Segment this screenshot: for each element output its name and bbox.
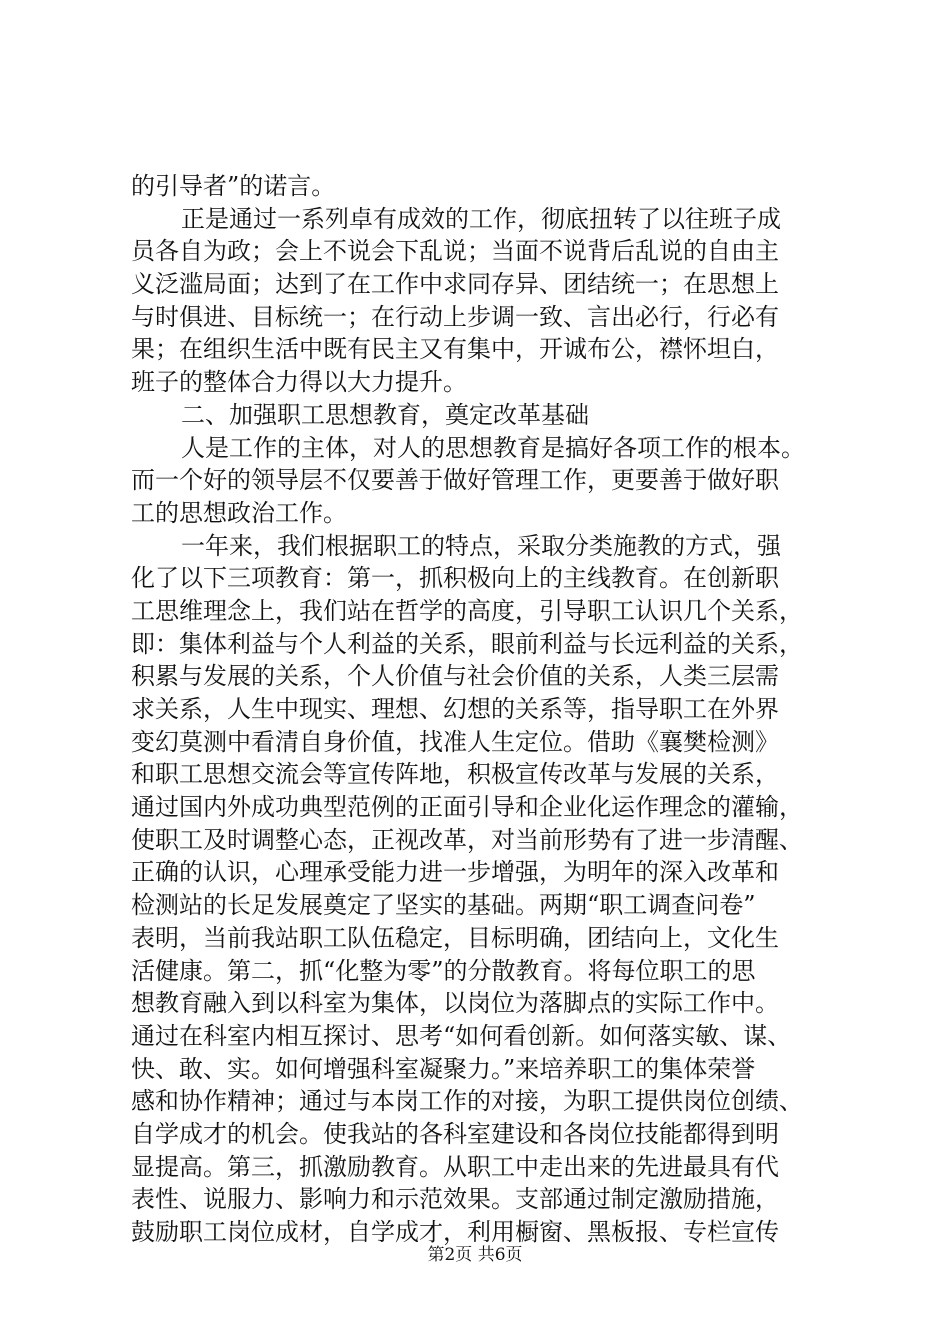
text-line: 工思维理念上，我们站在哲学的高度，引导职工认识几个关系， [131, 596, 803, 625]
text-line: 检测站的长足发展奠定了坚实的基础。两期“职工调查问卷” [131, 891, 756, 920]
page-number: 第2页 共6页 [427, 1245, 523, 1265]
text-line: 积累与发展的关系，个人价值与社会价值的关系，人类三层需 [131, 662, 779, 691]
text-line: 与时俱进、目标统一；在行动上步调一致、言出必行，行必有 [131, 302, 779, 331]
text-line: 的引导者”的诺言。 [131, 172, 336, 200]
text-line: 感和协作精神；通过与本岗工作的对接，为职工提供岗位创绩、 [131, 1087, 803, 1116]
text-line: 通过在科室内相互探讨、思考“如何看创新。如何落实敏、谋、 [131, 1021, 792, 1050]
paragraph-start-line: 一年来，我们根据职工的特点，采取分类施教的方式，强 [181, 531, 781, 560]
section-heading: 二、加强职工思想教育，奠定改革基础 [181, 400, 589, 429]
text-line: 果；在组织生活中既有民主又有集中，开诚布公，襟怀坦白， [131, 335, 779, 364]
text-line: 员各自为政；会上不说会下乱说；当面不说背后乱说的自由主 [131, 237, 779, 266]
text-line: 活健康。第二，抓“化整为零”的分散教育。将每位职工的思 [131, 956, 756, 985]
paragraph-start-line: 正是通过一系列卓有成效的工作，彻底扭转了以往班子成 [181, 204, 781, 233]
text-line: 鼓励职工岗位成材，自学成才，利用橱窗、黑板报、专栏宣传 [131, 1218, 779, 1246]
text-line: 想教育融入到以科室为集体，以岗位为落脚点的实际工作中。 [131, 989, 779, 1018]
text-line: 表明，当前我站职工队伍稳定，目标明确，团结向上，文化生 [131, 923, 779, 952]
text-line: 义泛滥局面；达到了在工作中求同存异、团结统一；在思想上 [131, 270, 779, 299]
text-line: 化了以下三项教育：第一，抓积极向上的主线教育。在创新职 [131, 564, 779, 593]
text-line: 工的思想政治工作。 [131, 498, 347, 527]
text-line: 变幻莫测中看清自身价值，找准人生定位。借助《襄樊检测》 [131, 727, 779, 756]
text-line: 使职工及时调整心态，正视改革，对当前形势有了进一步清醒、 [131, 825, 803, 854]
text-line: 求关系，人生中现实、理想、幻想的关系等，指导职工在外界 [131, 695, 779, 723]
text-line: 显提高。第三，抓激励教育。从职工中走出来的先进最具有代 [131, 1152, 779, 1181]
text-line: 自学成才的机会。使我站的各科室建设和各岗位技能都得到明 [131, 1119, 779, 1148]
text-line: 表性、说服力、影响力和示范效果。支部通过制定激励措施， [131, 1185, 779, 1214]
text-line: 即：集体利益与个人利益的关系，眼前利益与长远利益的关系， [131, 629, 803, 658]
text-line: 班子的整体合力得以大力提升。 [131, 368, 467, 397]
text-line: 和职工思想交流会等宣传阵地，积极宣传改革与发展的关系， [131, 760, 779, 789]
text-line: 通过国内外成功典型范例的正面引导和企业化运作理念的灌输， [131, 793, 803, 822]
text-line: 正确的认识，心理承受能力进一步增强，为明年的深入改革和 [131, 858, 779, 887]
document-body [131, 170, 831, 1249]
page-footer [0, 1244, 950, 1266]
paragraph-start-line: 人是工作的主体，对人的思想教育是搞好各项工作的根本。 [181, 433, 805, 462]
text-line: 快、敢、实。如何增强科室凝聚力。”来培养职工的集体荣誉 [131, 1054, 756, 1083]
text-line: 而一个好的领导层不仅要善于做好管理工作，更要善于做好职 [131, 466, 779, 495]
